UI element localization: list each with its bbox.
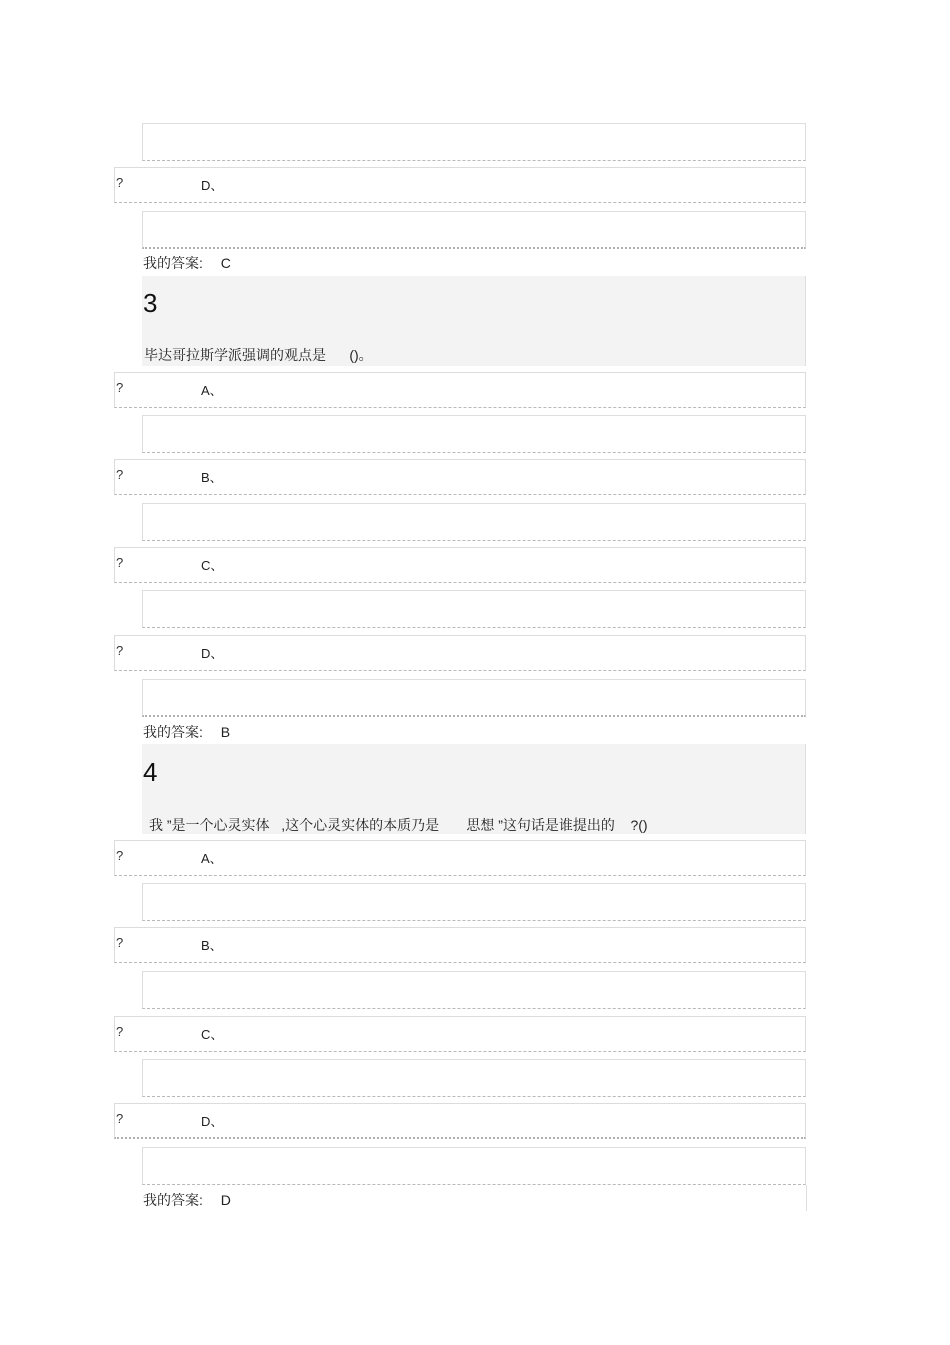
question-block xyxy=(142,276,806,366)
my-answer-value: B xyxy=(220,724,231,740)
my-answer-label: 我的答案: xyxy=(143,255,203,271)
option-label: D、 xyxy=(201,178,224,193)
answer-cell xyxy=(142,883,806,921)
option-row-d[interactable] xyxy=(114,635,806,671)
option-marker: ? xyxy=(116,643,124,658)
option-marker: ? xyxy=(116,555,124,570)
option-row-d[interactable] xyxy=(114,1103,806,1139)
answer-cell xyxy=(142,971,806,1009)
my-answer xyxy=(143,722,230,742)
question-block xyxy=(142,744,806,834)
option-label: B、 xyxy=(201,938,223,953)
option-label: B、 xyxy=(201,470,223,485)
answer-cell xyxy=(142,590,806,628)
option-marker: ? xyxy=(116,1024,124,1039)
answer-cell xyxy=(142,503,806,541)
option-row-a[interactable] xyxy=(114,372,806,408)
answer-cell xyxy=(142,123,806,161)
my-answer-label: 我的答案: xyxy=(143,724,203,740)
option-label: D、 xyxy=(201,1114,224,1129)
option-marker: ? xyxy=(116,175,124,190)
option-marker: ? xyxy=(116,848,124,863)
answer-cell xyxy=(142,1059,806,1097)
option-marker: ? xyxy=(116,467,124,482)
option-label: C、 xyxy=(201,558,224,573)
option-row-b[interactable] xyxy=(114,459,806,495)
my-answer-label: 我的答案: xyxy=(143,1192,203,1208)
option-label: D、 xyxy=(201,646,224,661)
table-border xyxy=(806,1185,807,1211)
option-row-c[interactable] xyxy=(114,1016,806,1052)
question-number: 3 xyxy=(143,288,158,318)
option-marker: ? xyxy=(116,1111,124,1126)
option-label: C、 xyxy=(201,1027,224,1042)
question-number: 4 xyxy=(143,757,158,787)
answer-cell xyxy=(142,1147,806,1185)
my-answer-value: D xyxy=(220,1192,231,1208)
option-row-d[interactable] xyxy=(114,167,806,203)
answer-cell xyxy=(142,415,806,453)
answer-cell xyxy=(142,211,806,249)
question-text: 我 ”是一个心灵实体 ,这个心灵实体的本质乃是 思想 ”这句话是谁提出的 ?() xyxy=(149,817,648,833)
option-marker: ? xyxy=(116,935,124,950)
option-row-c[interactable] xyxy=(114,547,806,583)
question-text: 毕达哥拉斯学派强调的观点是 ()。 xyxy=(144,347,373,363)
option-label: A、 xyxy=(201,851,223,866)
answer-cell xyxy=(142,679,806,717)
option-row-b[interactable] xyxy=(114,927,806,963)
option-label: A、 xyxy=(201,383,223,398)
option-row-a[interactable] xyxy=(114,840,806,876)
my-answer xyxy=(143,1190,231,1210)
option-marker: ? xyxy=(116,380,124,395)
my-answer-value: C xyxy=(220,255,231,271)
my-answer xyxy=(143,253,231,273)
